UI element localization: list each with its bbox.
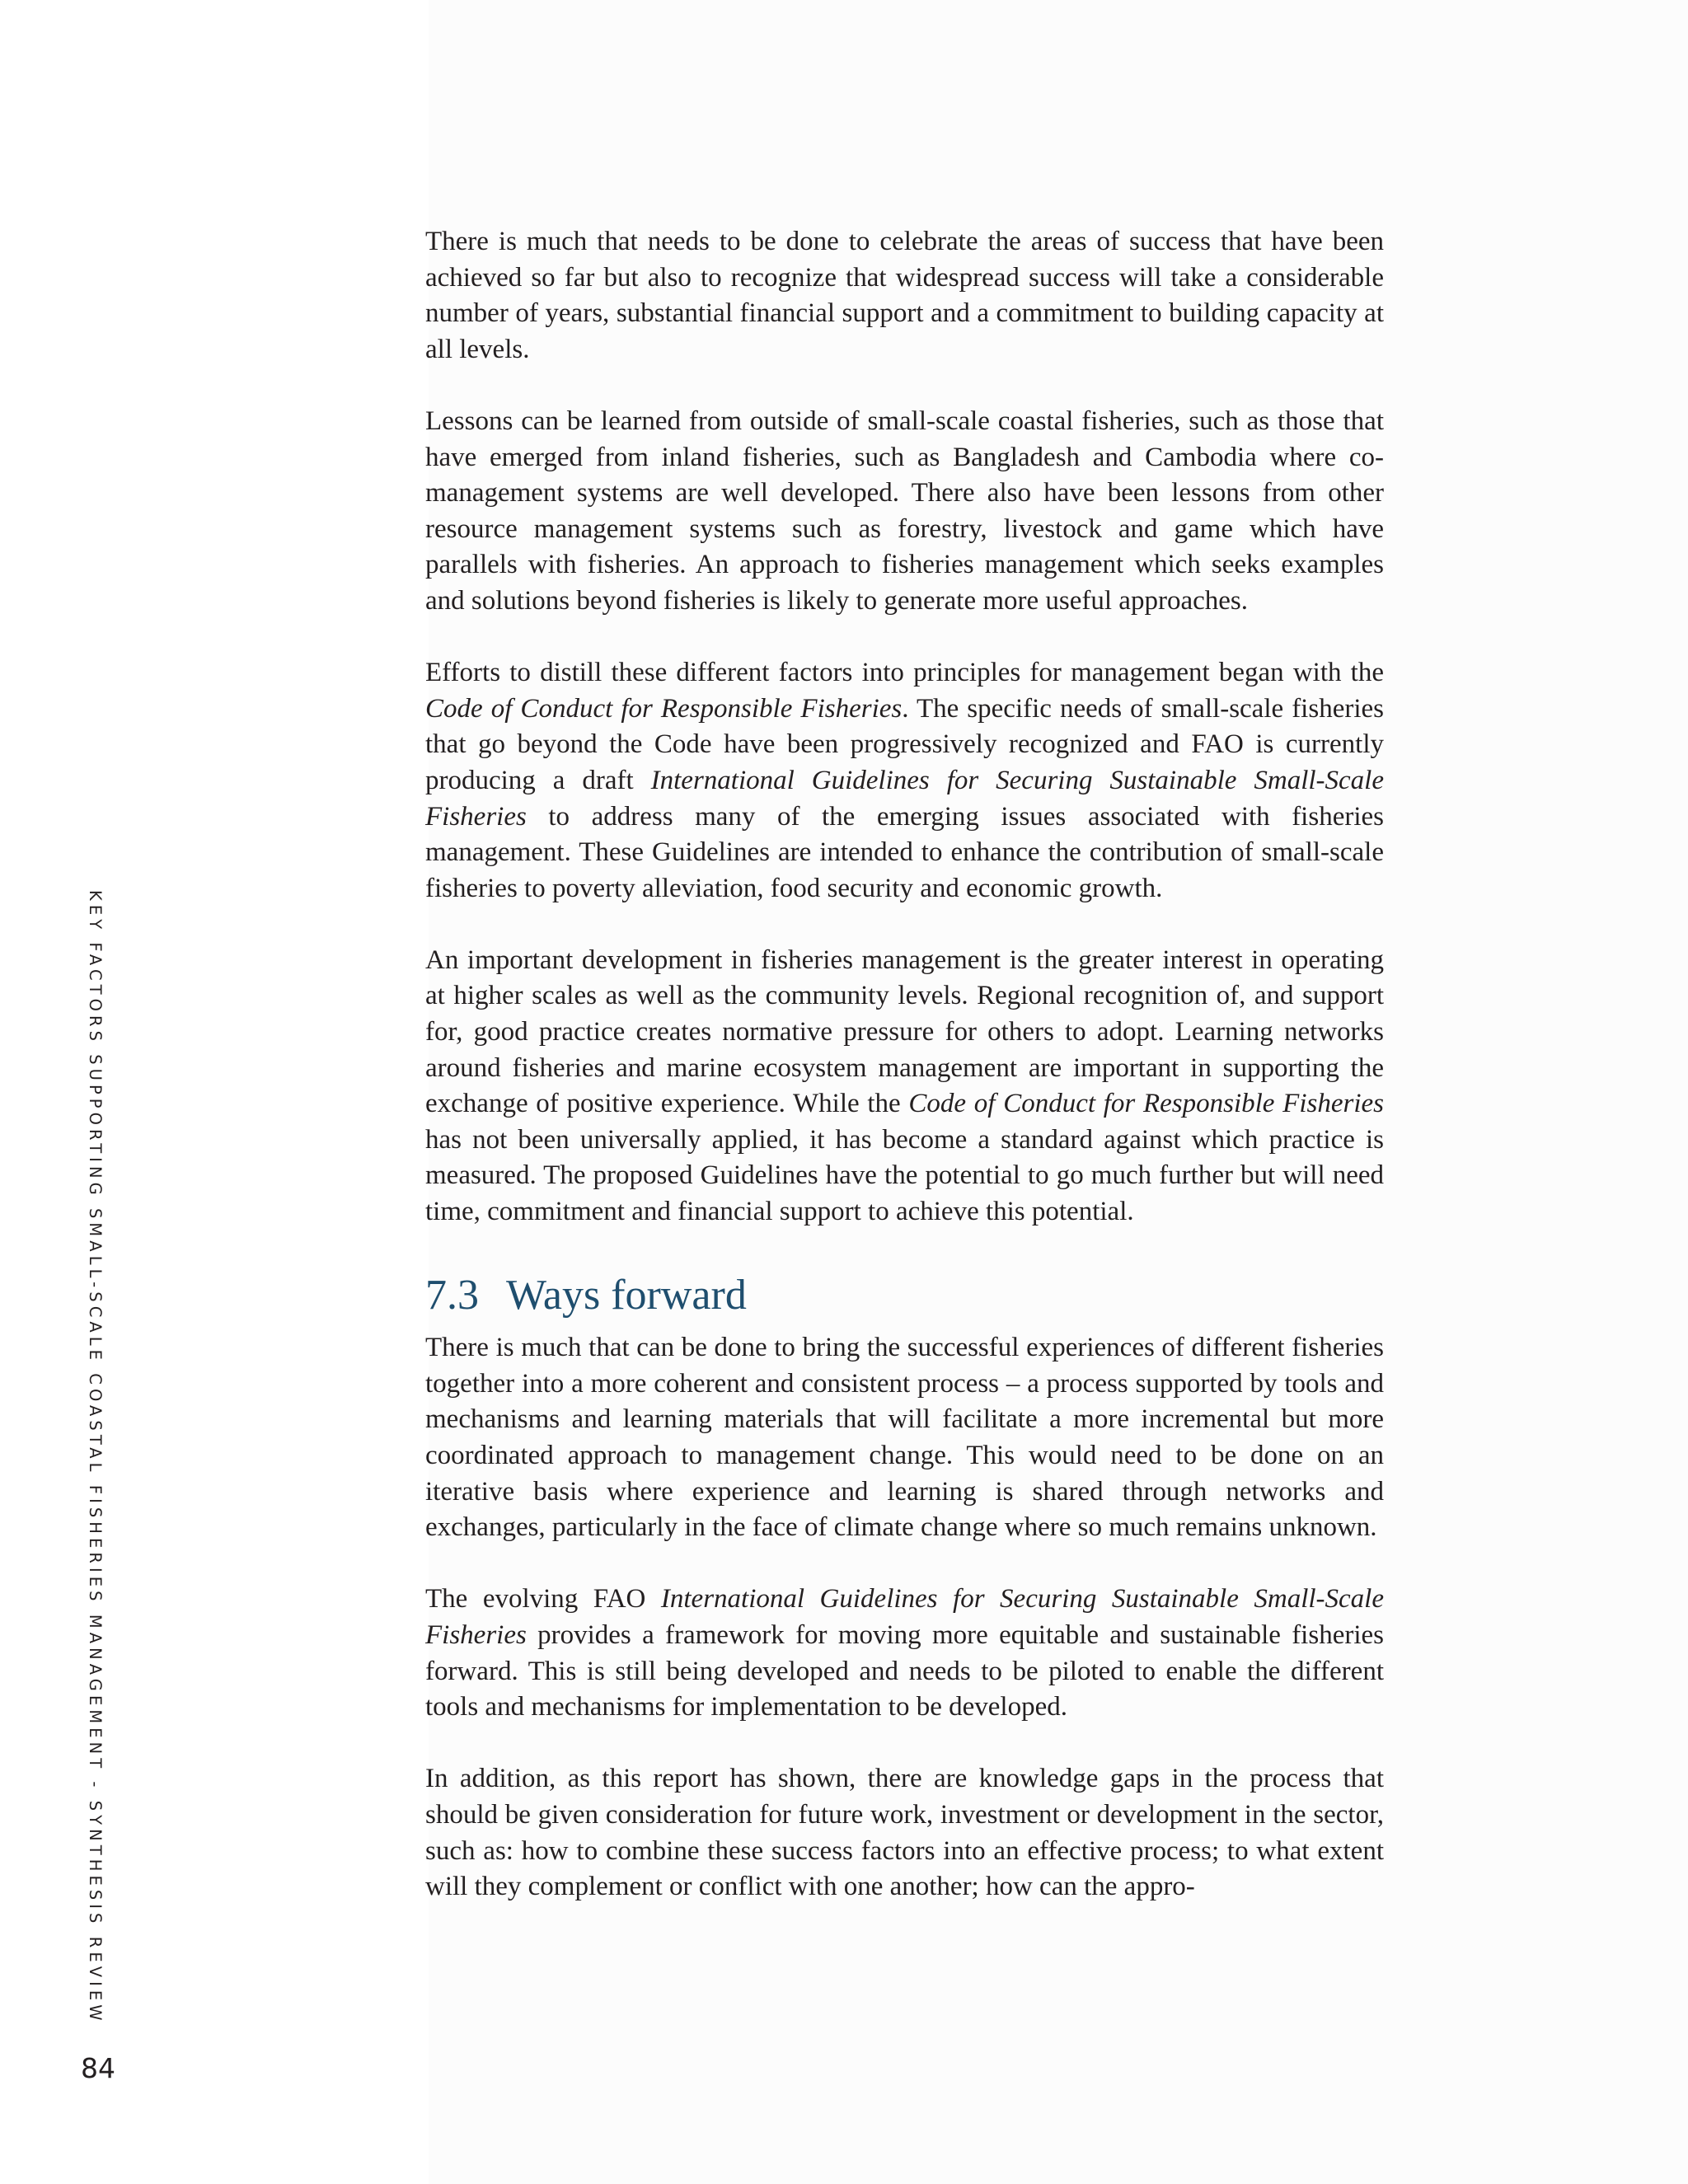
text-run: The evolving FAO bbox=[425, 1584, 661, 1615]
section-heading bbox=[425, 1266, 1384, 1325]
paragraph-evolving-guidelines bbox=[425, 1582, 1384, 1725]
section-number: 7.3 bbox=[425, 1272, 479, 1319]
section-title: Ways forward bbox=[506, 1272, 747, 1319]
code-of-conduct-title: Code of Conduct for Responsible Fisheries bbox=[425, 693, 903, 724]
paragraph-higher-scales bbox=[425, 943, 1384, 1230]
paragraph-knowledge-gaps: In addition, as this report has shown, there are knowledge gaps in the process that should be given consideration for future work, investment or development in the sector, such as: how to combine these success factors into an effective process; to what extent will they complement or conflict with one another; how can the appro- bbox=[425, 1764, 1384, 1902]
paragraph-lessons-learned: Lessons can be learned from outside of small-scale coastal fisheries, such as those that have emerged from inland fisheries, such as Bangladesh and Cambodia where co-management systems are well developed. There also have been lessons from other resource management systems such as forestry, livestock and game which have parallels with fisheries. An approach to fisheries management which seeks examples and solutions beyond fisheries is likely to generate more useful approaches. bbox=[425, 405, 1384, 616]
text-run: provides a framework for moving more equitable and sustainable fisheries forward. This is still being developed and needs to be piloted to enable the different tools and mechanisms for implementation to be developed. bbox=[425, 1619, 1384, 1722]
paragraph-success-celebration: There is much that needs to be done to celebrate the areas of success that have been achieved so far but also to recognize that widespread success will take a considerable number of years, substantial financial support and a commitment to building capacity at all levels. bbox=[425, 227, 1384, 364]
paragraph-code-of-conduct bbox=[425, 655, 1384, 907]
text-run: . The specific needs of small-scale fisheries that go beyond the Code have been progressively recognized and FAO is currently producing a draft bbox=[425, 693, 1384, 795]
text-run: to address many of the emerging issues associated with fisheries management. These Guidelines are intended to enhance the contribution of small-scale fisheries to poverty alleviation, food security and economic growth. bbox=[425, 801, 1384, 903]
ssf-guidelines-title: International Guidelines for Securing Sustainable Small-Scale Fisheries bbox=[425, 765, 1385, 832]
code-of-conduct-title: Code of Conduct for Responsible Fisheries bbox=[908, 1089, 1384, 1119]
page-number: 84 bbox=[81, 2052, 115, 2084]
body-content bbox=[425, 224, 1384, 1941]
text-run: Efforts to distill these different factors into principles for management began with the bbox=[425, 658, 1384, 688]
text-run: An important development in fisheries management is the greater interest in operating at higher scales as well as the community levels. Regional recognition of, and support for, good practice creates normative pressure for others to adopt. Learning networks around fisheries and marine ecosystem management are important in supporting the exchange of positive experience. While the bbox=[425, 944, 1384, 1119]
ssf-guidelines-title: International Guidelines for Securing Sustainable Small-Scale Fisheries bbox=[425, 1584, 1384, 1650]
text-run: has not been universally applied, it has become a standard against which practice is measured. The proposed Guidelines have the potential to go much further but will need time, commitment and financial support to achieve this potential. bbox=[425, 1124, 1384, 1227]
running-title: KEY FACTORS SUPPORTING SMALL-SCALE COASTAL FISHERIES MANAGEMENT - SYNTHESIS REVIEW bbox=[86, 890, 105, 2025]
paragraph-coherent-process: There is much that can be done to bring the successful experiences of different fisheries together into a more coherent and consistent process – a process supported by tools and mechanisms and learning materials that will facilitate a more incremental but more coordinated approach to management change. This would need to be done on an iterative basis where experience and learning is shared through networks and exchanges, particularly in the face of climate change where so much remains unknown. bbox=[425, 1333, 1384, 1543]
